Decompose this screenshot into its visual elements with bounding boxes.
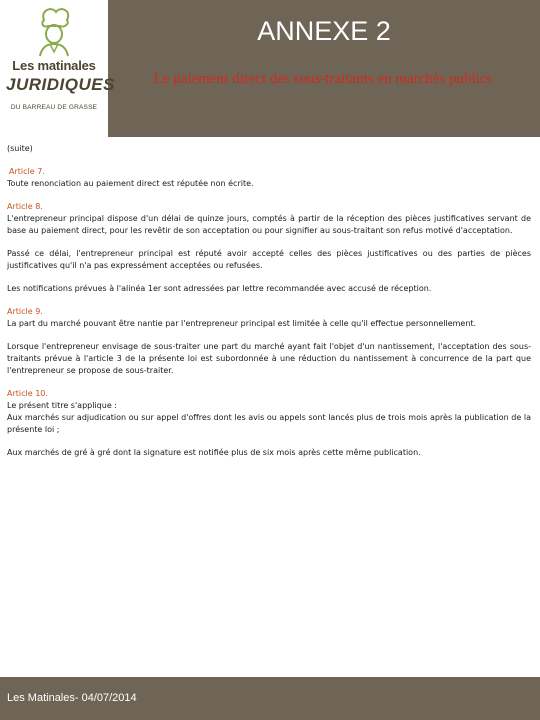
footer-band [0, 677, 540, 720]
page-subtitle: Le paiement direct des sous-traitants en marchés publics [153, 71, 493, 87]
page-title: ANNEXE 2 [257, 16, 391, 46]
article-9-heading: Article 9. [7, 307, 43, 316]
logo-line-1: Les matinales [12, 58, 96, 73]
article-10-paragraph-3: Aux marchés de gré à gré dont la signature est notifiée plus de six mois après cette même publication. [7, 448, 421, 457]
logo-line-3: DU BARREAU DE GRASSE [10, 104, 98, 111]
article-8-paragraph-2: Passé ce délai, l'entrepreneur principal est réputé avoir accepté celles des pièces justificatives ou des parties de pièces justificatives qu'il n'a pas expressément acceptées ou refusées. [7, 249, 531, 270]
header-band [0, 0, 540, 137]
chef-figure-icon [30, 4, 78, 58]
article-10-paragraph-1: Le présent titre s'applique : [7, 401, 117, 410]
logo [0, 0, 115, 137]
article-9-paragraph-1: La part du marché pouvant être nantie par l'entrepreneur principal est limitée à celle qu'il effectue personnellement. [7, 319, 477, 328]
article-9-paragraph-2: Lorsque l'entrepreneur envisage de sous-traiter une part du marché ayant fait l'objet d'un nantissement, l'acceptation des sous-traitants prévue à l'article 3 de la présente loi est subordonnée à une réduction du nantissement à concurrence de la part que l'entrepreneur se propose de sous-traiter. [7, 342, 531, 375]
suite-label: (suite) [7, 144, 33, 153]
document-body [7, 143, 531, 459]
article-7-heading: Article 7. [9, 167, 45, 176]
article-8-paragraph-1: L'entrepreneur principal dispose d'un délai de quinze jours, comptés à partir de la réception des pièces justificatives servant de base au paiement direct, pour les revêtir de son acceptation ou pour signifier au sous-traitant son refus motivé d'acceptation. [7, 214, 531, 235]
article-10-paragraph-2: Aux marchés sur adjudication ou sur appel d'offres dont les avis ou appels sont lancés plus de trois mois après la publication de la présente loi ; [7, 413, 531, 434]
logo-line-2: JURIDIQUES [6, 75, 115, 94]
article-8-heading: Article 8. [7, 202, 43, 211]
article-7-text: Toute renonciation au paiement direct est réputée non écrite. [7, 179, 254, 188]
article-10-heading: Article 10. [7, 389, 48, 398]
footer-text: Les Matinales- 04/07/2014 [7, 692, 137, 704]
article-8-paragraph-3: Les notifications prévues à l'alinéa 1er sont adressées par lettre recommandée avec accusé de réception. [7, 284, 432, 293]
